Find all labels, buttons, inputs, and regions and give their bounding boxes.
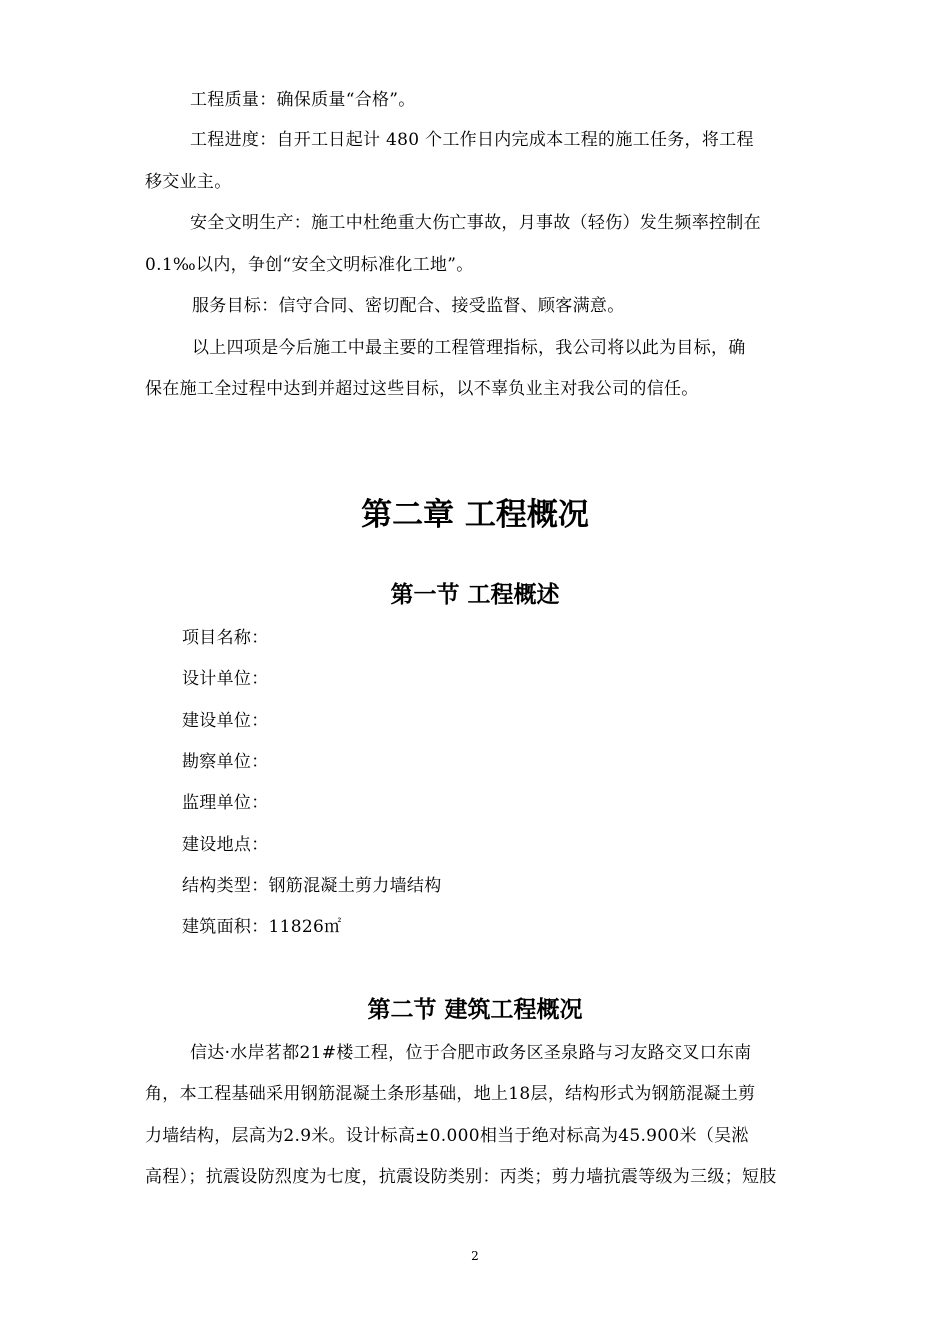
page-number: 2 (471, 1249, 479, 1263)
field-location: 建设地点： (182, 835, 269, 855)
progress-line-1: 工程进度：自开工日起计 480 个工作日内完成本工程的施工任务，将工程 (190, 130, 754, 150)
section2-line-1: 信达·水岸茗都21#楼工程，位于合肥市政务区圣泉路与习友路交叉口东南 (190, 1043, 752, 1063)
quality-line: 工程质量：确保质量“合格”。 (190, 90, 416, 110)
field-structure-type: 结构类型：钢筋混凝土剪力墙结构 (182, 876, 442, 896)
section2-line-2: 角，本工程基础采用钢筋混凝土条形基础，地上18层，结构形式为钢筋混凝土剪 (145, 1084, 756, 1104)
field-project-name: 项目名称： (182, 628, 269, 648)
chapter-title: 第二章 工程概况 (361, 497, 589, 533)
section1-title: 第一节 工程概述 (390, 582, 560, 608)
field-survey-unit: 勘察单位： (182, 752, 269, 772)
field-supervision-unit: 监理单位： (182, 793, 269, 813)
section2-title: 第二节 建筑工程概况 (367, 997, 583, 1023)
summary-line-2: 保在施工全过程中达到并超过这些目标，以不辜负业主对我公司的信任。 (145, 379, 699, 399)
section2-line-4: 高程）；抗震设防烈度为七度，抗震设防类别：丙类；剪力墙抗震等级为三级；短肢 (145, 1167, 777, 1187)
progress-line-2: 移交业主。 (145, 172, 232, 192)
field-construction-unit: 建设单位： (182, 711, 269, 731)
summary-line-1: 以上四项是今后施工中最主要的工程管理指标，我公司将以此为目标，确 (192, 338, 746, 358)
service-line: 服务目标：信守合同、密切配合、接受监督、顾客满意。 (192, 296, 625, 316)
section2-line-3: 力墙结构，层高为2.9米。设计标高±0.000相当于绝对标高为45.900米（吴淞 (145, 1126, 749, 1146)
safety-line-2: 0.1‰以内，争创“安全文明标准化工地”。 (145, 255, 474, 275)
field-building-area: 建筑面积：11826㎡ (182, 917, 342, 937)
field-design-unit: 设计单位： (182, 669, 269, 689)
safety-line-1: 安全文明生产：施工中杜绝重大伤亡事故，月事故（轻伤）发生频率控制在 (190, 213, 761, 233)
